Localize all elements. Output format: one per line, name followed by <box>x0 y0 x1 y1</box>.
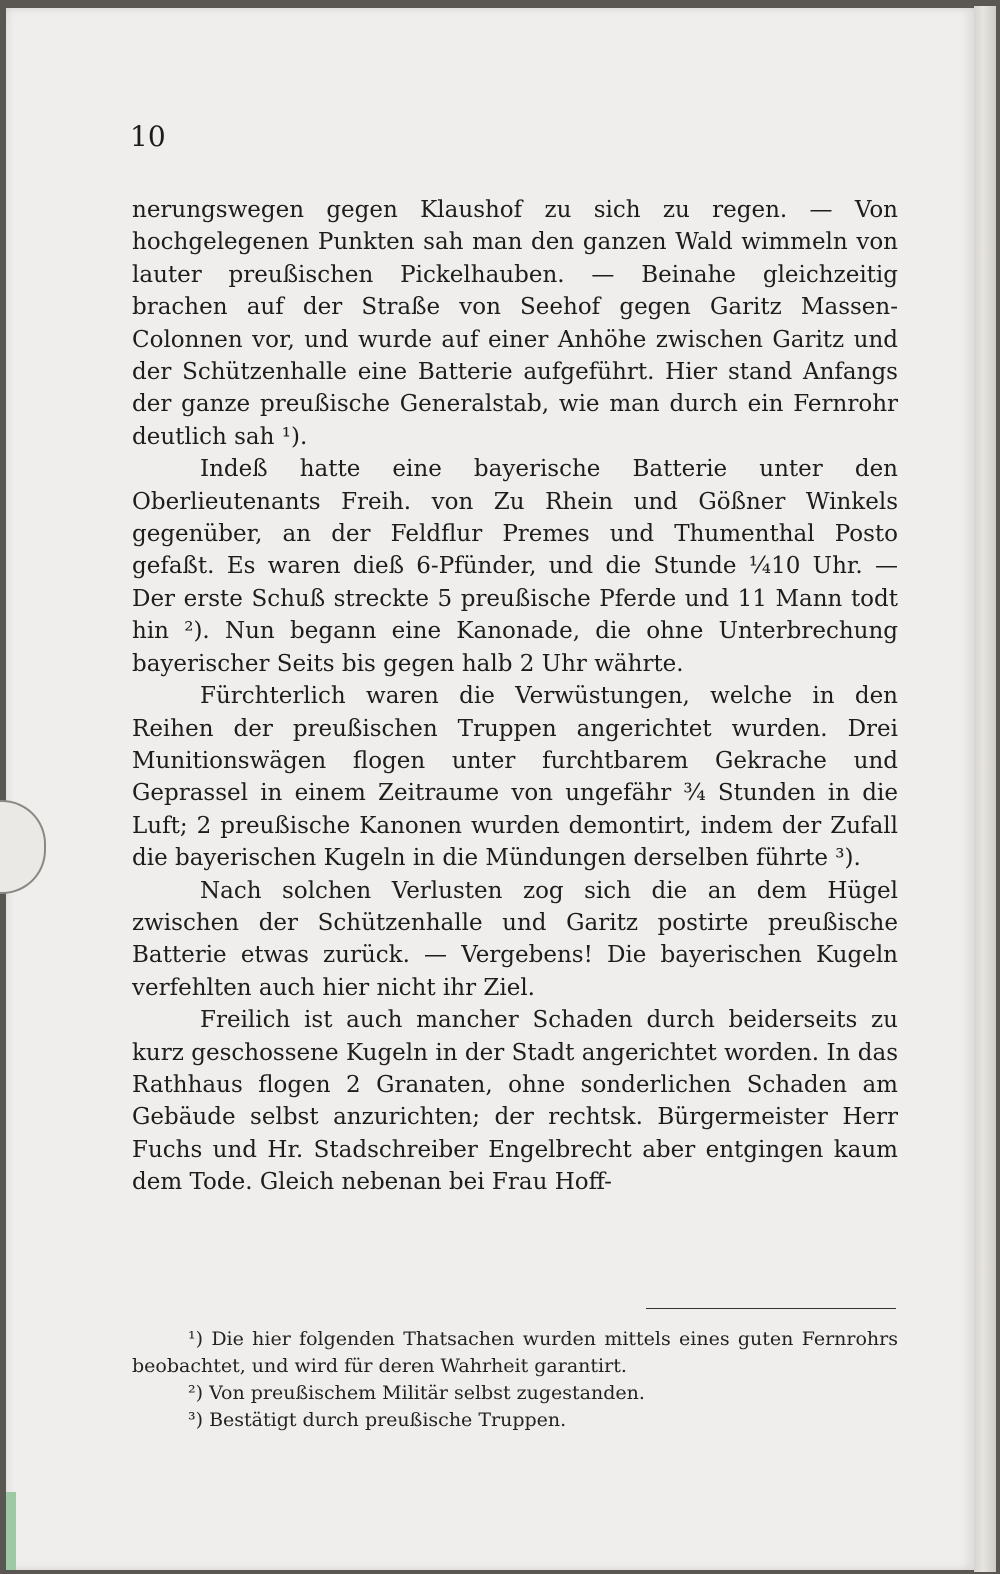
color-strip <box>6 1492 16 1570</box>
footnote: ²) Von preußischem Militär selbst zugestanden. <box>188 1382 645 1404</box>
body-text <box>132 194 898 1199</box>
footnote: ³) Bestätigt durch preußische Truppen. <box>188 1409 567 1431</box>
page-edge <box>974 6 996 1572</box>
paragraph: Fürchterlich waren die Verwüstungen, welche in den Reihen der preußischen Truppen angerichtet wurden. Drei Munitionswägen flogen unter furchtbarem Gekrache und Geprassel in einem Zeitraume von ungefähr ¾ Stunden in die Luft; 2 preußische Kanonen wurden demontirt, indem der Zufall die bayerischen Kugeln in die Mündungen derselben führte ³). <box>132 683 898 872</box>
footnote-divider <box>646 1308 896 1309</box>
paragraph: Nach solchen Verlusten zog sich die an dem Hügel zwischen der Schützenhalle und Garitz postirte preußische Batterie etwas zurück. — Vergebens! Die bayerischen Kugeln verfehlten auch hier nicht ihr Ziel. <box>132 877 898 1001</box>
footnote: ¹) Die hier folgenden Thatsachen wurden mittels eines guten Fernrohrs beobachtet, und wird für deren Wahrheit garantirt. <box>132 1328 898 1377</box>
paragraph: Indeß hatte eine bayerische Batterie unter den Oberlieutenants Freih. von Zu Rhein und Gößner Winkels gegenüber, an der Feldflur Premes und Thumenthal Posto gefaßt. Es waren dieß 6-Pfünder, und die Stunde ¼10 Uhr. — Der erste Schuß streckte 5 preußische Pferde und 11 Mann todt hin ²). Nun begann eine Kanonade, die ohne Unterbrechung bayerischer Seits bis gegen halb 2 Uhr währte. <box>132 456 898 677</box>
paragraph: Freilich ist auch mancher Schaden durch beiderseits zu kurz geschossene Kugeln in der Stadt angerichtet worden. In das Rathhaus flogen 2 Granaten, ohne sonderlichen Schaden am Gebäude selbst anzurichten; der rechtsk. Bürgermeister Herr Fuchs und Hr. Stadschreiber Engelbrecht aber entgingen kaum dem Tode. Gleich nebenan bei Frau Hoff- <box>132 1007 898 1196</box>
page-number: 10 <box>130 120 166 153</box>
footnotes <box>132 1326 898 1434</box>
paragraph: nerungswegen gegen Klaushof zu sich zu regen. — Von hochgelegenen Punkten sah man den ganzen Wald wimmeln von lauter preußischen Pickelhauben. — Beinahe gleichzeitig brachen auf der Straße von Seehof gegen Garitz Massen-Colonnen vor, und wurde auf einer Anhöhe zwischen Garitz und der Schützenhalle eine Batterie aufgeführt. Hier stand Anfangs der ganze preußische Generalstab, wie man durch ein Fernrohr deutlich sah ¹). <box>132 197 898 450</box>
